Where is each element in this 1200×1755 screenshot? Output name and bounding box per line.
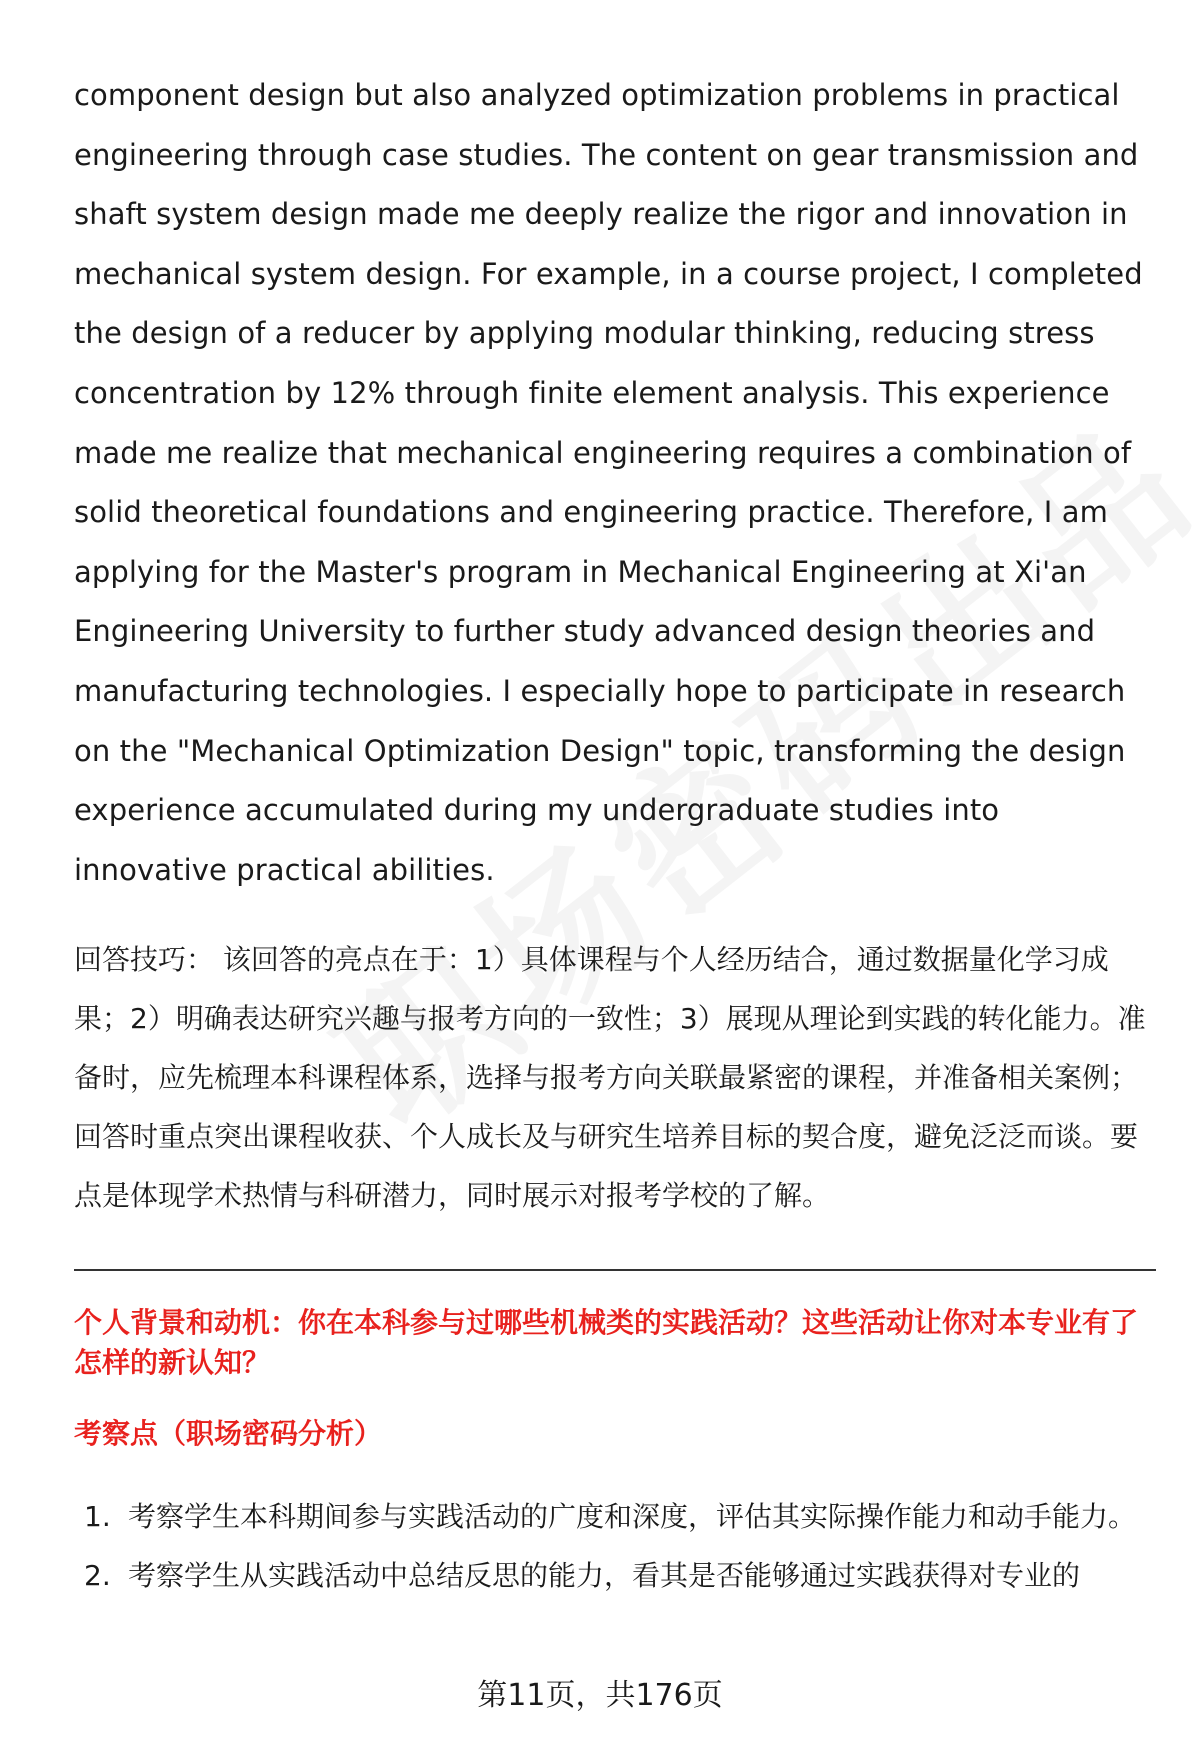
assessment-subheading: 考察点（职场密码分析）: [74, 1417, 383, 1450]
assessment-points-list: [74, 1487, 1156, 1605]
list-item-number: 2.: [84, 1559, 111, 1592]
list-item: [74, 1546, 1156, 1605]
page-footer: 第11页，共176页: [477, 1678, 723, 1713]
list-item-text: 考察学生本科期间参与实践活动的广度和深度，评估其实际操作能力和动手能力。: [128, 1500, 1137, 1533]
list-item: [74, 1487, 1156, 1546]
question-heading: 个人背景和动机：你在本科参与过哪些机械类的实践活动？这些活动让你对本专业有了怎样的新认知？: [74, 1306, 1139, 1379]
tip-label: 回答技巧：: [74, 943, 215, 976]
answer-paragraph: component design but also analyzed optimization problems in practical engineering through case studies. The content on gear transmission and shaft system design made me deeply realize the rigor and innovation in mechanical system design. For example, in a course project, I completed the design of a reducer by applying modular thinking, reducing stress concentration by 12% through finite element analysis. This experience made me realize that mechanical engineering requires a combination of solid theoretical foundations and engineering practice. Therefore, I am applying for the Master's program in Mechanical Engineering at Xi'an Engineering University to further study advanced design theories and manufacturing technologies. I especially hope to participate in research on the "Mechanical Optimization Design" topic, transforming the design experience accumulated during my undergraduate studies into innovative practical abilities.: [74, 78, 1143, 887]
tip-text: 该回答的亮点在于：1）具体课程与个人经历结合，通过数据量化学习成果；2）明确表达研究兴趣与报考方向的一致性；3）展现从理论到实践的转化能力。准备时，应先梳理本科课程体系，选择与报考方向关联最紧密的课程，并准备相关案例；回答时重点突出课程收获、个人成长及与研究生培养目标的契合度，避免泛泛而谈。要点是体现学术热情与科研潜力，同时展示对报考学校的了解。: [74, 943, 1146, 1212]
tip-paragraph: [74, 930, 1156, 1225]
list-item-number: 1.: [84, 1500, 111, 1533]
section-divider: [74, 1269, 1156, 1271]
list-item-text: 考察学生从实践活动中总结反思的能力，看其是否能够通过实践获得对专业的: [128, 1559, 1081, 1592]
